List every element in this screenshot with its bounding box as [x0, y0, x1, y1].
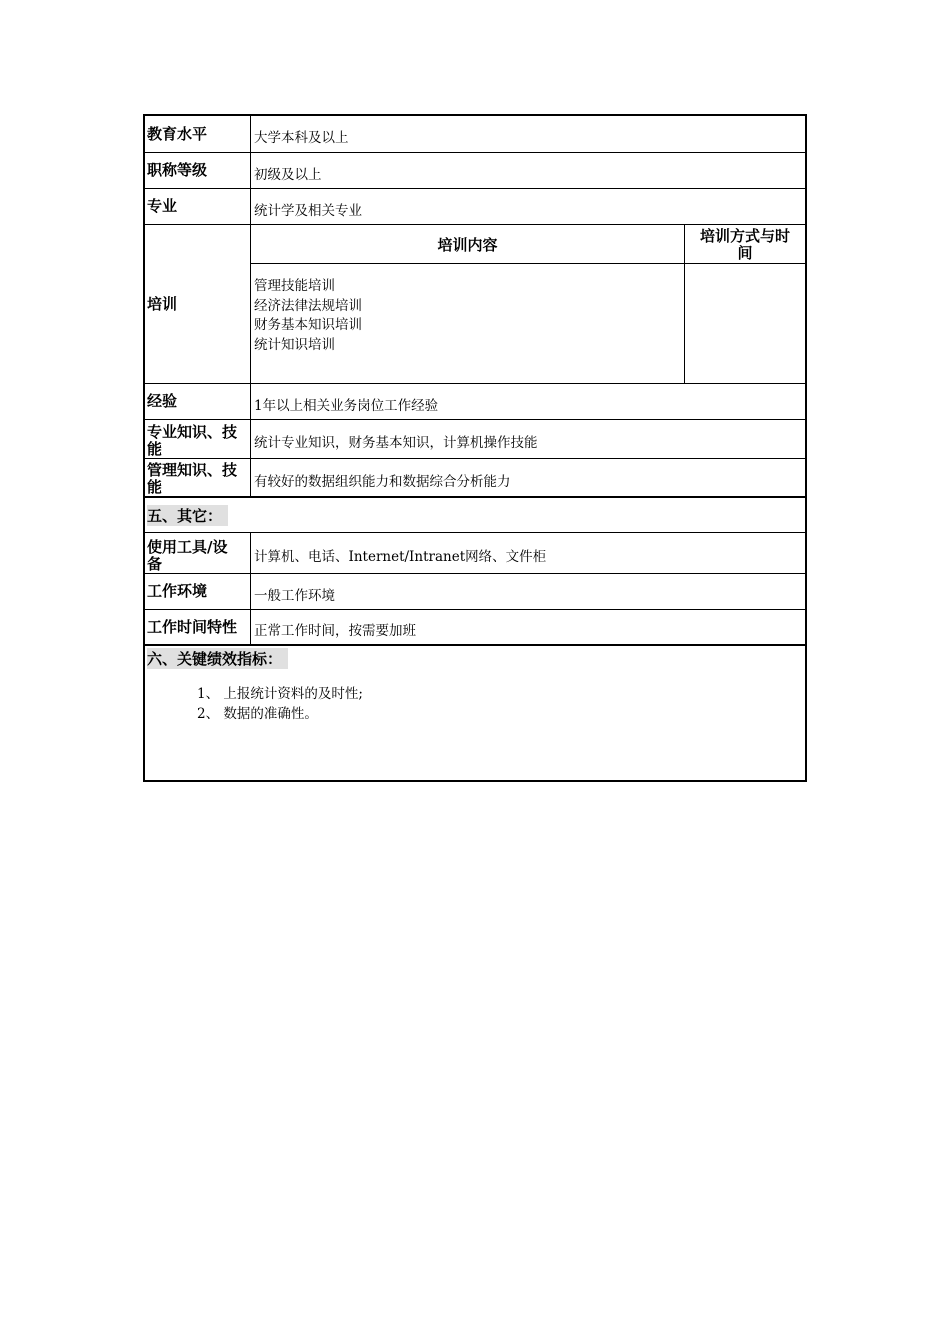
training-method-header [685, 225, 805, 263]
education-label: 教育水平 [145, 116, 251, 152]
pro-skills-label [145, 420, 251, 458]
work-time-label: 工作时间特性 [145, 610, 251, 644]
training-item: 财务基本知识培训 [254, 317, 362, 333]
row-title-level [145, 153, 805, 189]
tools-label-line1: 使用工具/设 [147, 538, 228, 556]
training-item: 统计知识培训 [254, 336, 335, 353]
section5-title [145, 498, 230, 532]
row-environment [145, 574, 805, 610]
section6 [145, 646, 805, 780]
pro-skills-label-line2: 能 [147, 440, 163, 458]
kpi-list [197, 684, 805, 724]
title-level-label: 职称等级 [145, 153, 251, 188]
mgmt-skills-label-line1: 管理知识、技 [147, 461, 238, 479]
row-tools [145, 533, 805, 574]
training-method-cell [685, 264, 805, 383]
training-header [251, 225, 805, 264]
row-major [145, 189, 805, 225]
training-list [251, 264, 685, 383]
section6-title-text: 六、关键绩效指标： [147, 648, 288, 669]
tools-label-line2: 备 [147, 555, 163, 573]
row-training [145, 225, 805, 384]
work-time-value: 正常工作时间，按需要加班 [254, 623, 416, 639]
row-education [145, 116, 805, 153]
training-method-header-line2: 间 [737, 244, 753, 262]
section5-title-text: 五、其它： [147, 505, 228, 526]
training-body [251, 225, 805, 383]
tools-value: 计算机、电话、Internet/Intranet网络、文件柜 [254, 549, 547, 565]
training-method-header-line1: 培训方式与时 [699, 227, 790, 245]
mgmt-skills-value: 有较好的数据组织能力和数据综合分析能力 [254, 473, 511, 490]
environment-label: 工作环境 [145, 574, 251, 609]
title-level-value: 初级及以上 [254, 166, 322, 183]
section5-header [145, 498, 805, 533]
mgmt-skills-label-line2: 能 [147, 478, 163, 496]
environment-value: 一般工作环境 [254, 587, 335, 604]
tools-label [145, 533, 251, 573]
major-value: 统计学及相关专业 [254, 202, 362, 219]
training-label: 培训 [145, 225, 251, 383]
row-mgmt-skills [145, 459, 805, 498]
major-label: 专业 [145, 189, 251, 224]
kpi-item: 2、 数据的准确性。 [197, 706, 318, 722]
job-description-table [143, 114, 807, 782]
pro-skills-value: 统计专业知识，财务基本知识，计算机操作技能 [254, 435, 538, 451]
row-work-time [145, 610, 805, 646]
experience-value: 1年以上相关业务岗位工作经验 [254, 397, 439, 414]
section6-title [145, 646, 805, 670]
education-value: 大学本科及以上 [254, 130, 349, 146]
training-item: 管理技能培训 [254, 278, 335, 294]
pro-skills-label-line1: 专业知识、技 [147, 423, 238, 441]
kpi-item: 1、 上报统计资料的及时性; [197, 686, 363, 702]
experience-label: 经验 [145, 384, 251, 419]
training-content-header: 培训内容 [251, 225, 685, 263]
training-content [251, 264, 805, 383]
mgmt-skills-label [145, 459, 251, 496]
training-item: 经济法律法规培训 [254, 297, 362, 314]
row-experience [145, 384, 805, 420]
row-pro-skills [145, 420, 805, 459]
